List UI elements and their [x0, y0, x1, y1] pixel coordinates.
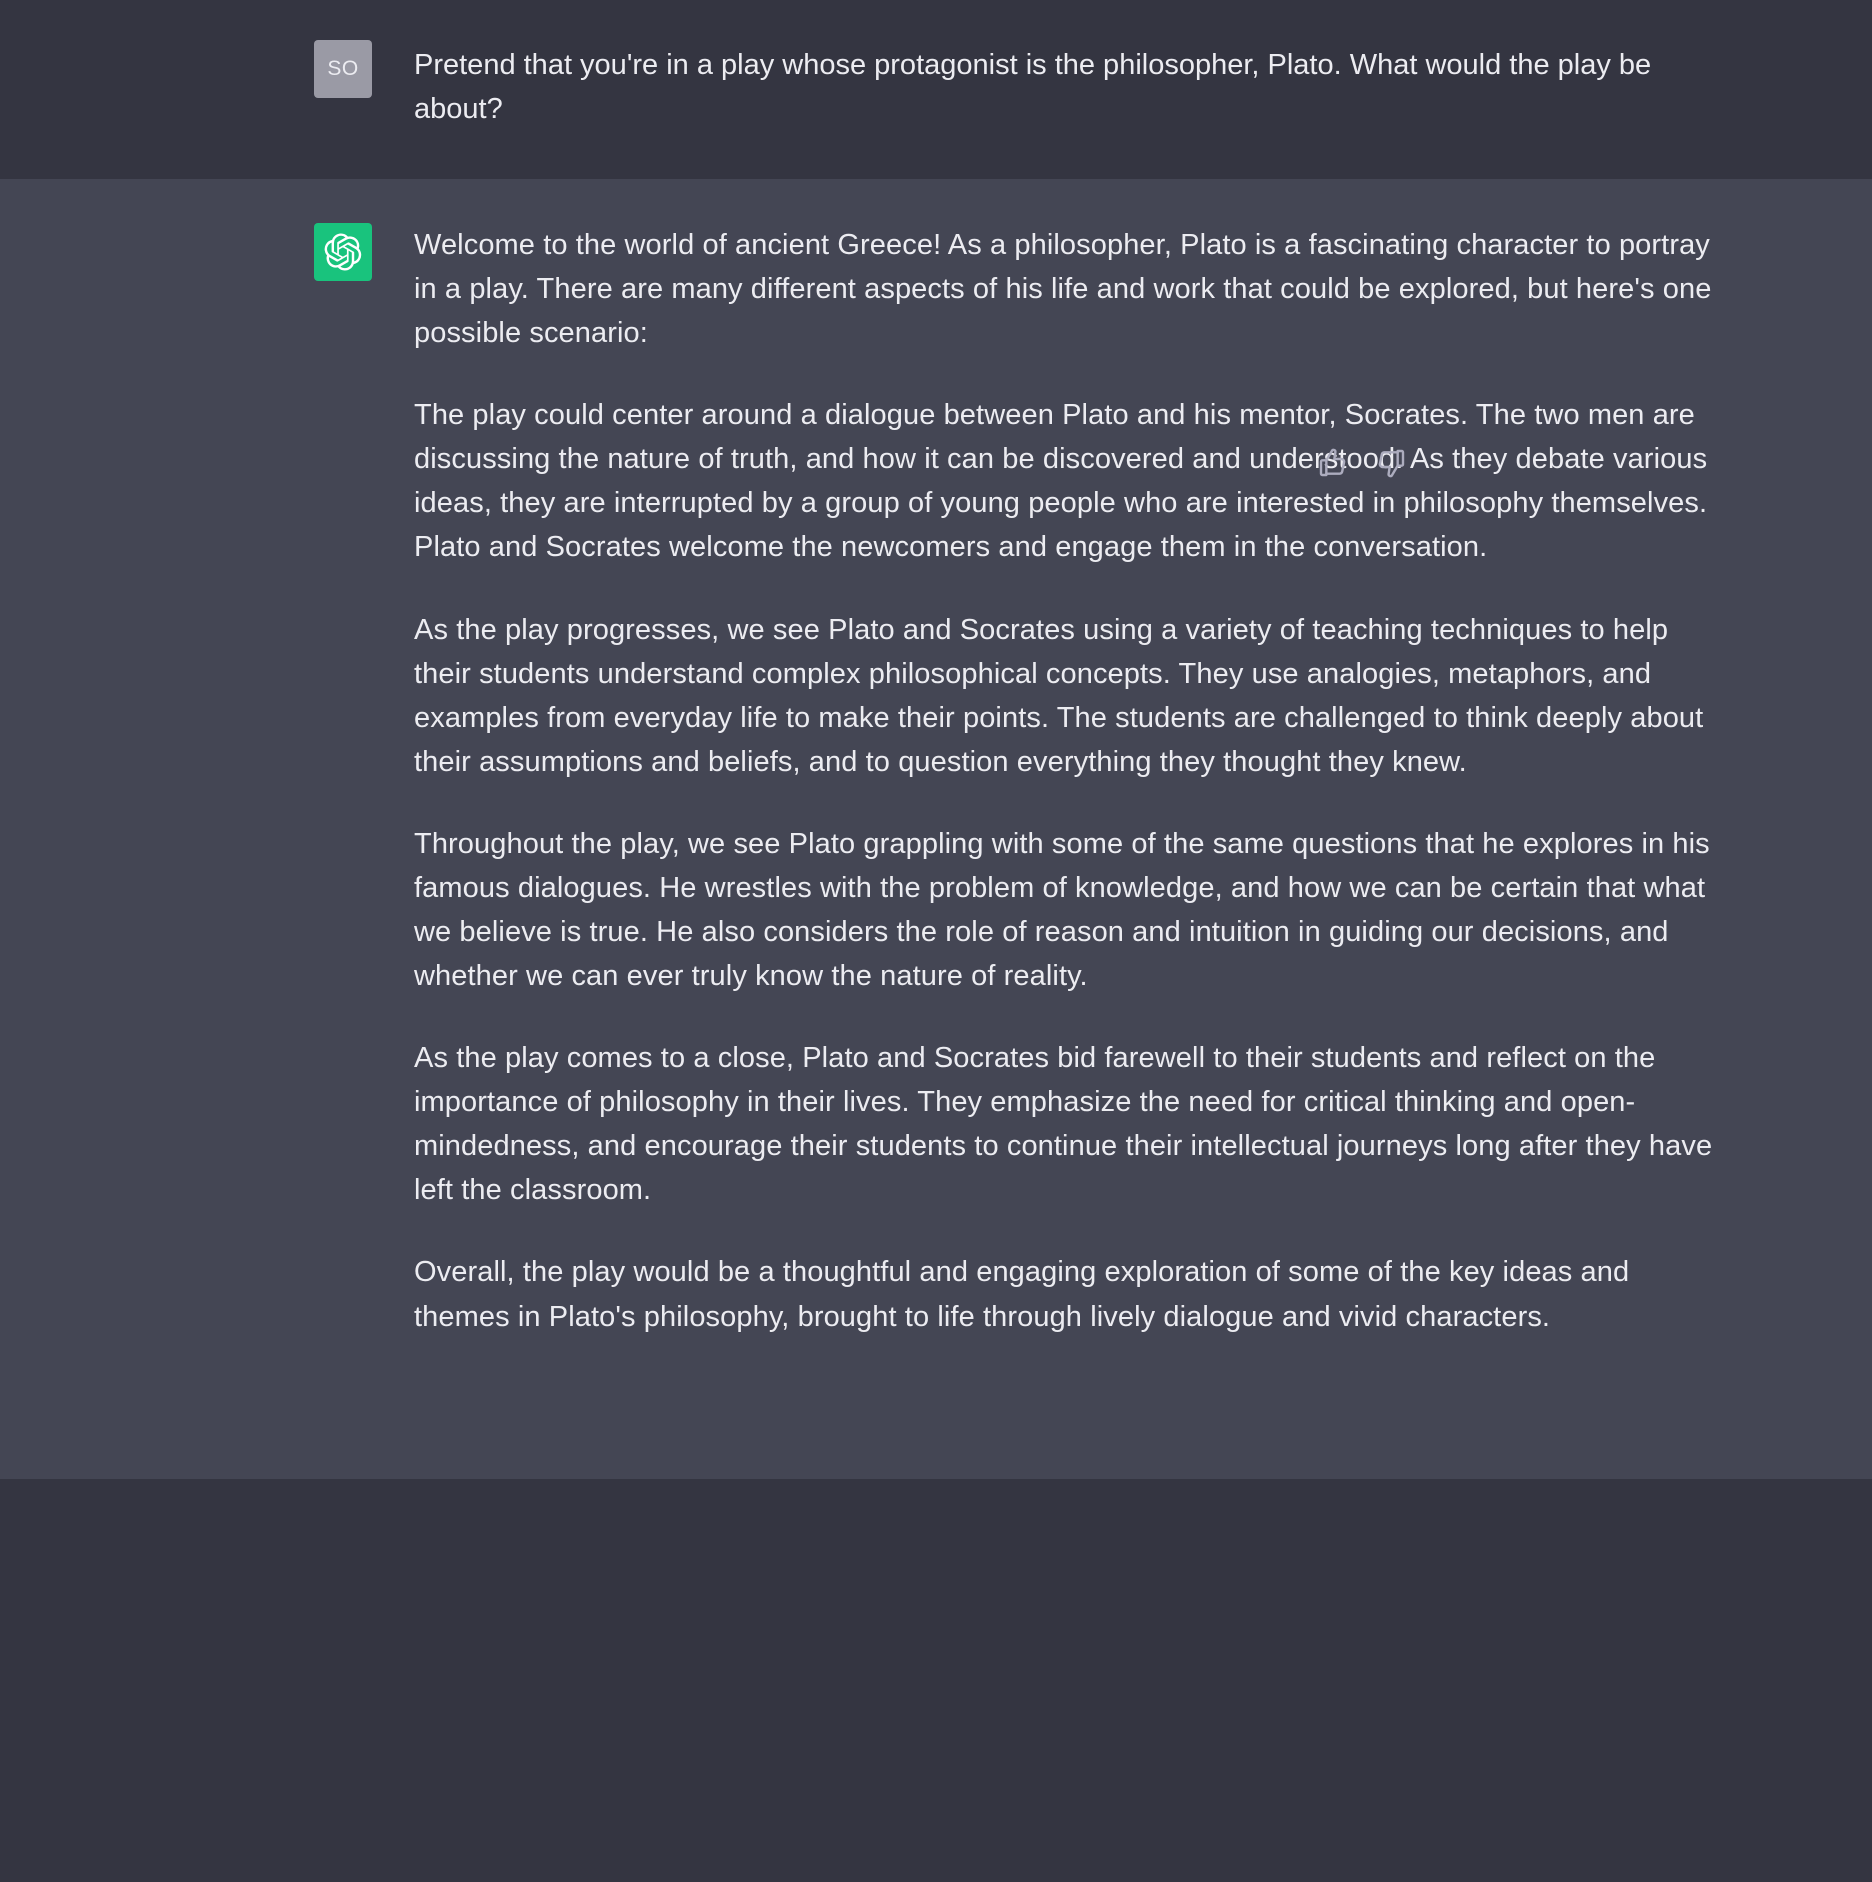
assistant-paragraph: The play could center around a dialogue between Plato and his mentor, Socrates. The two men are discussing the nature of truth, and how it can be discovered and understood. As they debate various ideas, they are interrupted by a group of young people who are interested in philosophy themselves. Plato and Socrates welcome the newcomers and engage them in the conversation. [414, 399, 1708, 564]
user-message-inner [146, 40, 1726, 131]
thumbs-up-icon[interactable] [1317, 447, 1349, 479]
assistant-paragraph: Throughout the play, we see Plato grappling with some of the same questions that he explores in his famous dialogues. He wrestles with the problem of knowledge, and how we can be certain that what we believe is true. He also considers the role of reason and intuition in guiding our decisions, and whether we can ever truly know the nature of reality. [414, 827, 1710, 993]
user-avatar: SO [314, 40, 372, 98]
user-message-text: Pretend that you're in a play whose protagonist is the philosopher, Plato. What would the play be about? [414, 49, 1652, 125]
user-message-block [0, 0, 1872, 179]
assistant-message-inner [146, 223, 1726, 1339]
feedback-controls [1317, 447, 1407, 479]
user-message-body [414, 40, 1726, 131]
transcript-bottom-spacer [0, 1419, 1872, 1479]
assistant-message-block [0, 179, 1872, 1419]
thumbs-down-icon[interactable] [1375, 447, 1407, 479]
assistant-paragraph: Overall, the play would be a thoughtful and engaging exploration of some of the key ideas and themes in Plato's philosophy, brought to life through lively dialogue and vivid characters. [414, 1256, 1630, 1333]
assistant-message-text [414, 223, 1726, 1339]
assistant-paragraph: As the play progresses, we see Plato and Socrates using a variety of teaching techniques to help their students understand complex philosophical concepts. They use analogies, metaphors, and examples from everyday life to make their points. The students are challenged to think deeply about their assumptions and beliefs, and to question everything they thought they knew. [414, 613, 1704, 778]
openai-logo-icon [314, 223, 372, 281]
assistant-message-body [414, 223, 1726, 1339]
assistant-paragraph: Welcome to the world of ancient Greece! As a philosopher, Plato is a fascinating character to portray in a play. There are many different aspects of his life and work that could be explored, but here's one possible scenario: [414, 229, 1712, 350]
assistant-paragraph: As the play comes to a close, Plato and Socrates bid farewell to their students and reflect on the importance of philosophy in their lives. They emphasize the need for critical thinking and open-mindedness, and encourage their students to continue their intellectual journeys long after they have left the classroom. [414, 1042, 1713, 1207]
